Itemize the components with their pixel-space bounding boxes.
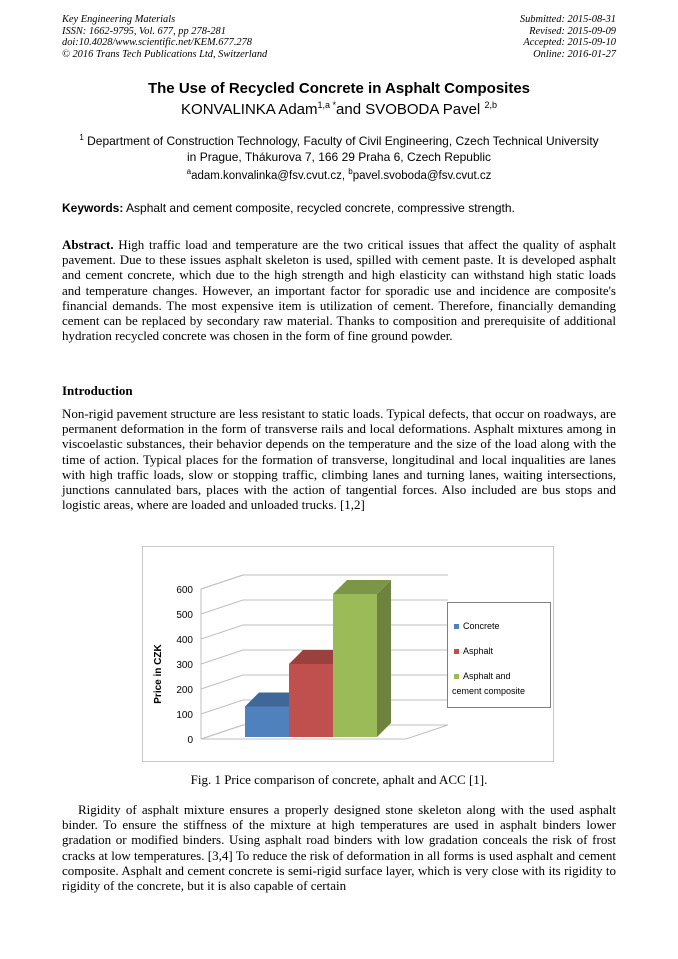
gridline — [201, 625, 448, 639]
author-2-superscript: 2,b — [484, 100, 497, 110]
paper-title: The Use of Recycled Concrete in Asphalt Composites — [147, 80, 531, 97]
gridline — [201, 600, 448, 614]
y-tick-label: 500 — [176, 610, 193, 621]
legend-swatch-asphalt — [454, 649, 459, 654]
revised-date: Revised: 2015-09-09 — [529, 25, 616, 37]
keywords-text: Asphalt and cement composite, recycled concrete, compressive strength. — [123, 201, 515, 215]
email-a-superscript: a — [186, 167, 192, 176]
bar-asphalt — [289, 664, 333, 737]
chart-legend — [447, 602, 551, 708]
introduction-heading: Introduction — [62, 383, 133, 398]
y-tick-label: 600 — [176, 585, 193, 596]
affiliation-line-1 — [62, 130, 616, 150]
author-1-superscript: 1,a * — [317, 100, 337, 110]
legend-item-asphalt — [454, 646, 493, 656]
online-date: Online: 2016-01-27 — [533, 48, 616, 60]
legend-item-acc — [454, 671, 511, 681]
email-line — [0, 167, 678, 182]
dates-header — [520, 14, 616, 60]
bar-acc — [333, 594, 377, 737]
y-tick-label: 300 — [176, 660, 193, 671]
legend-label-acc: Asphalt and — [463, 671, 511, 681]
bar-acc-side — [377, 580, 391, 737]
affiliation-line-2: in Prague, Thákurova 7, 166 29 Praha 6, Czech Republic — [187, 149, 491, 164]
affiliation-superscript: 1 — [79, 133, 84, 142]
legend-label-acc-line2: cement composite — [452, 686, 526, 696]
body-paragraph-2: Rigidity of asphalt mixture ensures a properly designed stone skeleton along with the used asphalt binder. To ensure the stiffness of the mixture at high temperatures are used in asphalt binders lower gradation or modified binders. Using asphalt road binders with low gradation conceals the risk of frost cracks at low temperatures. [3,4] To reduce the risk of deformation in all forms is used asphalt and cement composite. Asphalt and cement concrete is semi-rigid surface layer, which is very close with its rigidity to rigidity of the concrete, but it is also capable of certain — [62, 802, 616, 894]
affiliation — [62, 130, 616, 165]
legend-label-asphalt: Asphalt — [463, 646, 494, 656]
journal-header — [62, 14, 267, 60]
submitted-date: Submitted: 2015-08-31 — [519, 14, 616, 25]
issn-line: ISSN: 1662-9795, Vol. 677, pp 278-281 — [62, 25, 226, 37]
abstract-label: Abstract. — [62, 237, 114, 252]
legend-swatch-concrete — [454, 624, 459, 629]
author-conjunction: and SVOBODA Pavel — [336, 101, 485, 118]
y-tick-label: 200 — [176, 685, 193, 696]
y-tick-label: 100 — [176, 710, 193, 721]
keywords — [62, 201, 616, 215]
abstract — [62, 237, 616, 343]
copyright-line: © 2016 Trans Tech Publications Ltd, Switzerland — [62, 48, 268, 60]
affiliation-text-1: Department of Construction Technology, Faculty of Civil Engineering, Czech Technical University — [83, 134, 599, 148]
legend-item-concrete — [454, 621, 500, 631]
email-b: pavel.svoboda@fsv.cvut.cz — [352, 169, 492, 182]
gridline — [201, 575, 448, 589]
author-line — [0, 100, 678, 118]
author-1: KONVALINKA Adam — [181, 101, 318, 118]
email-b-superscript: b — [348, 167, 353, 176]
legend-swatch-acc — [454, 674, 459, 679]
introduction-paragraph: Non-rigid pavement structure are less resistant to static loads. Typical defects, that occur on roadways, are permanent deformation in the form of transverse rails and local deformations. Asphalt mixtures among in viscoelastic substances, their behavior depends on the temperature and the size of the load along with the time of action. Typical places for the formation of transverse, longitudinal and local inqualities are lanes with high traffic loads, slow or stopping traffic, climbing lanes and turning lanes, waiting intersections, junctions cannulated bars, places with the action of tangential forces. Also included are bus stops and logistic areas, where are loaded and unloaded trucks. [1,2] — [62, 406, 616, 513]
y-tick-label: 0 — [187, 735, 193, 746]
keywords-label: Keywords: — [62, 201, 124, 215]
journal-name: Key Engineering Materials — [62, 14, 176, 25]
abstract-text: High traffic load and temperature are the two critical issues that affect the quality of asphalt pavement. Due to these issues asphalt skeleton is used, spilled with cement paste. It is developed asphalt and cement concrete, which due to the high strength and high elasticity can withstand high static loads and temperature changes. However, an important factor for sporadic use and incidence are composite's financial demands. The most expensive item is utilization of cement. Therefore, financially demanding cement can be replaced by secondary raw material. Thanks to composition and prerequisite of additional hydration recycled concrete was chosen in the form of fine ground powder. — [62, 237, 616, 344]
y-axis-label: Price in CZK — [153, 644, 164, 704]
legend-label-concrete: Concrete — [463, 621, 500, 631]
email-a: adam.konvalinka@fsv.cvut.cz, — [191, 169, 349, 182]
accepted-date: Accepted: 2015-09-10 — [523, 37, 616, 49]
bar-concrete — [245, 707, 289, 738]
doi-line: doi:10.4028/www.scientific.net/KEM.677.278 — [62, 37, 252, 49]
figure-caption: Fig. 1 Price comparison of concrete, aphalt and ACC [1]. — [190, 772, 488, 787]
y-tick-label: 400 — [176, 635, 193, 646]
